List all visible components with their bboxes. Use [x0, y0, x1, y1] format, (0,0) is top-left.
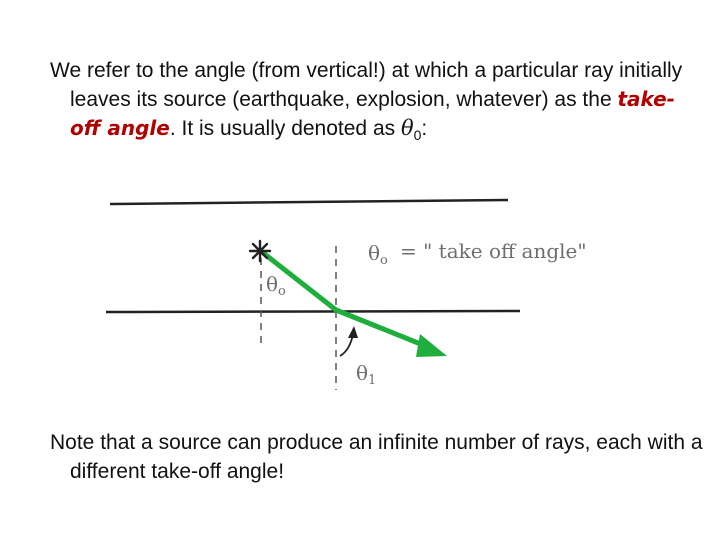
theta-subscript: 0 — [413, 127, 422, 144]
theta1-arc-arrowhead — [348, 326, 358, 338]
ray-arrowhead — [416, 334, 447, 357]
theta-o-label: $\theta_o$ — [266, 272, 286, 299]
theta-o-definition-symbol: $\theta_o$ — [368, 241, 388, 268]
theta-1-label: $\theta_1$ — [356, 361, 377, 388]
note-paragraph: Note that a source can produce an infinite number of rays, each with a different take-off angle! — [50, 431, 703, 483]
top-boundary-line — [110, 200, 508, 204]
interface-line — [106, 311, 520, 312]
theta-symbol: θ — [400, 116, 414, 140]
intro-text-after: . It is usually denoted as — [169, 117, 401, 140]
take-off-angle-definition: = " take off angle" — [400, 239, 587, 263]
ray-path — [262, 252, 428, 347]
intro-end: : — [421, 117, 428, 140]
intro-text-before: We refer to the angle (from vertical!) at which a particular ray initially leaves its source (earthquake, explosion, whatever) as the — [50, 59, 683, 111]
source-star-icon — [250, 241, 270, 261]
take-off-angle-term: take-off angle — [70, 87, 675, 140]
